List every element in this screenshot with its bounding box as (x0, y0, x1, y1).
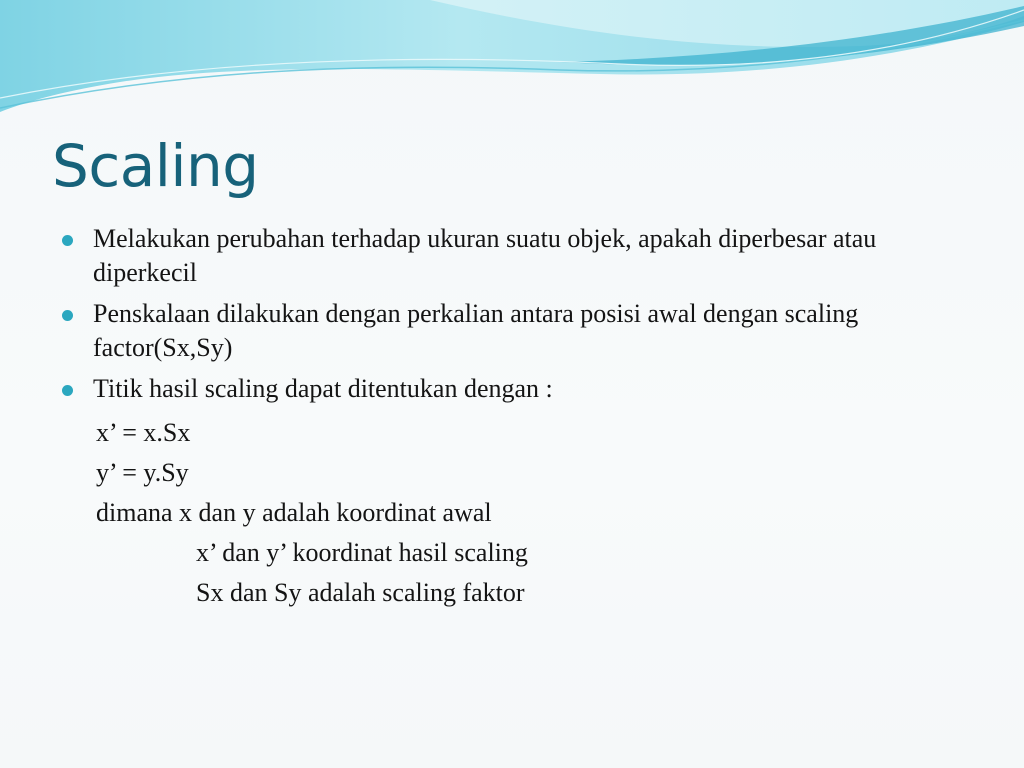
bullet-item (60, 372, 960, 406)
slide-body (60, 222, 960, 613)
slide-title: Scaling (52, 132, 259, 200)
formula-x: x’ = x.Sx (96, 418, 191, 447)
bullet-list (60, 222, 960, 406)
explanation-line-indented: Sx dan Sy adalah scaling faktor (196, 578, 525, 607)
bullet-text: Penskalaan dilakukan dengan perkalian antara posisi awal dengan scaling factor(Sx,Sy) (93, 299, 859, 362)
bullet-text: Melakukan perubahan terhadap ukuran suatu objek, apakah diperbesar atau diperkecil (93, 224, 877, 287)
explanation-line-indented: x’ dan y’ koordinat hasil scaling (196, 538, 528, 567)
bullet-dot-icon (62, 235, 73, 246)
bullet-item (60, 297, 960, 365)
explanation-line: dimana x dan y adalah koordinat awal (96, 498, 492, 527)
bullet-text: Titik hasil scaling dapat ditentukan dengan : (93, 374, 553, 403)
header-wave-decoration (0, 0, 1024, 130)
formula-y: y’ = y.Sy (96, 458, 189, 487)
bullet-dot-icon (62, 385, 73, 396)
bullet-dot-icon (62, 310, 73, 321)
bullet-item (60, 222, 960, 290)
